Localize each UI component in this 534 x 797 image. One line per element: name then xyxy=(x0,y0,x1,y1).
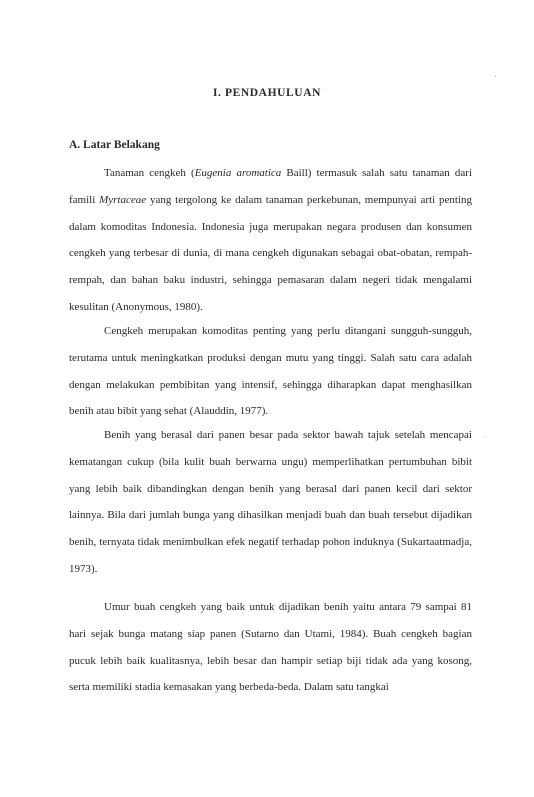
section-heading: A. Latar Belakang xyxy=(69,139,160,151)
scan-speck: ˑ xyxy=(484,433,487,442)
page-title: I. PENDAHULUAN xyxy=(212,87,322,99)
paragraph-1 xyxy=(69,160,472,321)
family-name: Myrtaceae xyxy=(99,193,147,206)
species-name: Eugenia aromatica xyxy=(194,167,282,179)
paragraph-1-part-1: Tanaman cengkeh ( xyxy=(104,167,195,179)
paragraph-4: Umur buah cengkeh yang baik untuk dijadikan benih yaitu antara 79 sampai 81 hari sejak bunga matang siap panen (Sutarno dan Utami, 1984). Buah cengkeh bagian pucuk lebih baik kualitasnya, lebih besar dan hampir setiap biji tidak ada yang kosong, serta memiliki stadia kemasakan yang berbeda-beda. Dalam satu tangkai xyxy=(69,601,472,694)
scan-speck: ˏ xyxy=(494,68,497,77)
paragraph-1-part-2: Baill) termasuk salah satu tanaman dari famili xyxy=(69,167,473,206)
paragraph-2: Cengkeh merupakan komoditas penting yang perlu ditangani sungguh-sungguh, terutama untuk meningkatkan produksi dengan mutu yang tinggi. Salah satu cara adalah dengan melakukan pembibitan yang intensif, sehingga diharapkan dapat menghasilkan benih atau bibit yang sehat (Alauddin, 1977). xyxy=(69,325,472,418)
paragraph-3: Benih yang berasal dari panen besar pada sektor bawah tajuk setelah mencapai kematangan cukup (bila kulit buah berwarna ungu) memperlihatkan pertumbuhan bibit yang lebih baik dibandingkan dengan benih yang berasal dari panen kecil dari sektor lainnya. Bila dari jumlah bunga yang dihasilkan menjadi buah dan buah tersebut dijadikan benih, ternyata tidak menimbulkan efek negatif terhadap pohon induknya (Sukartaatmadja, 1973). xyxy=(69,429,472,575)
paragraph-1-part-3: yang tergolong ke dalam tanaman perkebunan, mempunyai arti penting dalam komoditas Indonesia. Indonesia juga merupakan negara produsen dan konsumen cengkeh yang terbesar di dunia, di mana cengkeh digunakan sebagai obat-obatan, rempah-rempah, dan bahan baku industri, sehingga pemasaran dalam negeri tidak mengalami kesulitan (Anonymous, 1980). xyxy=(69,193,472,313)
